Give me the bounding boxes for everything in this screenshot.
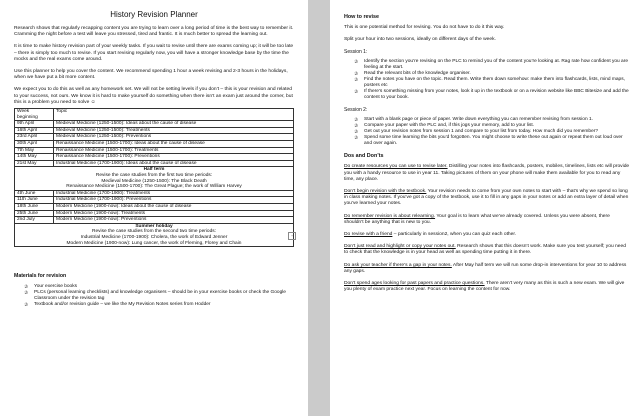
intro-paragraph: It is time to make history revision part of your weekly tasks. If you wait to revise until there are exams coming up; it will be too late – there is simply too much to revise. If you start revising regularly now, you will have a stronger knowledge base by the time the mocks and the real exams come around. <box>14 44 294 62</box>
star-bullet-icon: ✰ <box>354 135 359 142</box>
star-bullet-icon: ✰ <box>354 71 359 78</box>
table-anchor-icon[interactable]: + <box>288 232 296 240</box>
list-item: ✰ Get out your revision notes from session 1 and compare to your list from today. How much did you remember? <box>354 129 598 136</box>
summer-line: Industrial Medicine (1700-1900): Cholera, the work of Edward Jenner <box>80 234 228 240</box>
intro-paragraph: Use this planner to help you cover the content. We recommend spending 1 hour a week revising and 2-3 hours in the holidays, when we have put a bit more content. <box>14 69 288 81</box>
table-row <box>15 141 294 148</box>
star-bullet-icon: ✰ <box>354 77 359 84</box>
topic-cell: Modern Medicine (1900-now): Ideas about the cause of disease <box>54 203 294 210</box>
page-title: History Revision Planner <box>110 10 198 19</box>
session-1-heading: Session 1: <box>344 49 368 56</box>
week-cell: 18th June <box>15 203 54 210</box>
half-term-line: Medieval Medicine (1250-1500): The Black Death <box>101 178 207 184</box>
topic-cell: Industrial Medicine (1700-1900): Preventions <box>54 197 294 204</box>
table-row <box>15 127 294 134</box>
topic-cell: Modern Medicine (1900-now): Preventions <box>54 217 294 224</box>
table-row <box>15 210 294 217</box>
session-1-list <box>344 59 630 101</box>
half-term-line: Revise the case studies from the first two time periods: <box>95 172 213 178</box>
materials-list <box>14 284 294 308</box>
topic-cell: Industrial Medicine (1700-1900): Ideas about the cause of disease <box>54 160 294 167</box>
table-row <box>15 160 294 167</box>
dos-and-donts-heading: Dos and Don’ts <box>344 153 384 160</box>
how-to-revise-heading: How to revise <box>344 14 380 20</box>
summer-cell <box>15 223 294 246</box>
list-item: ✰ Textbook and/or revision guide – we like the My Revision Notes series from Hodder <box>24 302 211 309</box>
topic-cell: Industrial Medicine (1700-1900): Treatments <box>54 190 294 197</box>
week-cell: 23rd April <box>15 134 54 141</box>
table-row <box>15 217 294 224</box>
summer-line: Revise the case studies from the second two time periods: <box>92 229 216 235</box>
session-2-heading: Session 2: <box>344 107 368 114</box>
half-term-line: Renaissance Medicine (1500-1700): The Great Plague; the work of William Harvey <box>66 184 242 190</box>
table-row <box>15 121 294 128</box>
week-cell: 25th June <box>15 210 54 217</box>
star-bullet-icon: ✰ <box>354 129 359 136</box>
list-item: ✰ Find the notes you have on the topic. Read them. Write them down somehow: make them into flashcards, lists, mind maps, posters etc <box>354 77 625 89</box>
list-item: ✰ Read the relevant bits of the knowledge organiser. <box>354 71 471 78</box>
table-row <box>15 197 294 204</box>
table-row <box>15 190 294 197</box>
intro-paragraph: We expect you to do this as well as any homework set. We will not be setting levels if you don’t – this is your revision and related to your success, not ours. We know it is hard to make yourself do something when there isn’t an exam just around the corner, but this is a problem you need to solve ☺ <box>14 87 293 105</box>
half-term-cell <box>15 167 294 190</box>
topic-cell: Renaissance Medicine (1500-1700): Ideas about the cause of disease <box>54 141 294 148</box>
list-item: ✰ Compare your paper with the PLC and, if this jogs your memory, add to your list. <box>354 123 535 130</box>
paragraph: This is one potential method for revising. You do not have to do it this way. <box>344 25 505 30</box>
table-row <box>15 147 294 154</box>
header-week: Week beginning <box>15 109 54 121</box>
document-page-1 <box>0 0 308 416</box>
document-page-2 <box>330 0 640 416</box>
tip-paragraph: Do create resources you can use to revise later. Distilling your notes into flashcards, posters, mobiles, timelines, lists etc will provide you with a handy resource to use in year 11. Taking pictures of them on your phone will make them available for you to read any time, any place. <box>344 164 630 182</box>
tip-paragraph: Do ask your teacher if there’s a gap in your notes. After May half term we will run some drop-in interventions for year 10 to address any gaps. <box>344 262 627 274</box>
paragraph: Split your hour into two sessions, ideally on different days of the week. <box>344 37 496 43</box>
star-bullet-icon: ✰ <box>354 123 359 130</box>
topic-cell: Renaissance Medicine (1500-1700): Treatments <box>54 147 294 154</box>
week-cell: 16th April <box>15 127 54 134</box>
session-2-list <box>344 117 630 147</box>
week-cell: 21st May <box>15 160 54 167</box>
materials-heading: Materials for revision <box>14 273 67 280</box>
tip-paragraph: Don’t spend ages looking for past papers and practice questions. There aren’t very many as this is such a new exam. We will give you plenty of exam practice next year. Focus on learning the content for now. <box>344 281 625 293</box>
table-row <box>15 134 294 141</box>
table-row <box>15 154 294 161</box>
star-bullet-icon: ✰ <box>24 302 29 309</box>
week-cell: 30th April <box>15 141 54 148</box>
list-item: ✰ Identify the section you’re revising on the PLC to remind you of the content you’re looking at. Rag rate how confident you are feeling at the start. <box>354 59 628 71</box>
revision-planner-table <box>14 108 294 247</box>
topic-cell: Renaissance Medicine (1500-1700): Preventions <box>54 154 294 161</box>
week-cell: 11th June <box>15 197 54 204</box>
half-term-title: Half term <box>143 167 165 173</box>
list-item: ✰ If there’s something missing from your notes, look it up in the textbook or on a revision website like BBC Bitesize and add the content to your book. <box>354 89 629 101</box>
tip-paragraph: Don’t just read and highlight or copy your notes out. Research shows that this doesn’t work. Make sure you test yourself; you need to check that the knowledge is in your head as well as spending time putting it in there. <box>344 244 626 256</box>
summer-line: Modern Medicine (1900-now): Lung cancer, the work of Fleming, Florey and Chain <box>66 240 242 246</box>
topic-cell: Modern Medicine (1900-now): Treatments <box>54 210 294 217</box>
star-bullet-icon: ✰ <box>354 89 359 96</box>
list-item: ✰ Spend some time learning the bits you’d forgotten. You might choose to write these out again or repeat them out loud over and over again. <box>354 135 623 147</box>
table-row <box>15 203 294 210</box>
header-topic: Topic <box>54 109 294 121</box>
week-cell: 14th May <box>15 154 54 161</box>
tip-paragraph: Do revise with a friend – particularly in session2, when you can quiz each other. <box>344 232 517 238</box>
week-cell: 7th May <box>15 147 54 154</box>
tip-paragraph: Don’t begin revision with the textbook. Your revision needs to come from your own notes to start with – that’s why we spend so long in class making notes. If you’ve got a copy of the textbook, use it to fill in any gaps in your notes or add an extra layer of detail when you’ve learned your notes. <box>344 189 629 207</box>
table-header-row <box>15 109 294 121</box>
star-bullet-icon: ✰ <box>24 290 29 297</box>
week-cell: 9th April <box>15 121 54 128</box>
list-item: ✰ Start with a blank page or piece of paper. Write down everything you can remember revising from session 1. <box>354 117 593 124</box>
half-term-row <box>15 167 294 190</box>
list-item: ✰ PLCs (personal learning checklists) and knowledge organisers – should be in your exercise books or check the Google Classroom under the revision tag <box>24 290 286 302</box>
topic-cell: Medieval Medicine (1250-1500): Preventions <box>54 134 294 141</box>
star-bullet-icon: ✰ <box>354 117 359 124</box>
intro-paragraph: Research shows that regularly recapping content you are trying to learn over a long period of time is the best way to remember it. Cramming the night before a test will leave you stressed, tired and frantic. It is much better to spread the learning out. <box>14 26 294 38</box>
topic-cell: Medieval Medicine (1250-1500): Ideas about the cause of disease <box>54 121 294 128</box>
summer-title: Summer holiday <box>135 223 173 229</box>
tip-paragraph: Do remember revision is about relearning. Your goal is to learn what we’ve already covered. Unless you were absent, there shouldn’t be anything that is new to you. <box>344 213 610 225</box>
list-item: ✰ Your exercise books <box>24 284 78 291</box>
summer-row <box>15 223 294 246</box>
topic-cell: Medieval Medicine (1250-1500): Treatments <box>54 127 294 134</box>
star-bullet-icon: ✰ <box>24 284 29 291</box>
week-cell: 2nd July <box>15 217 54 224</box>
star-bullet-icon: ✰ <box>354 59 359 66</box>
week-cell: 4th June <box>15 190 54 197</box>
